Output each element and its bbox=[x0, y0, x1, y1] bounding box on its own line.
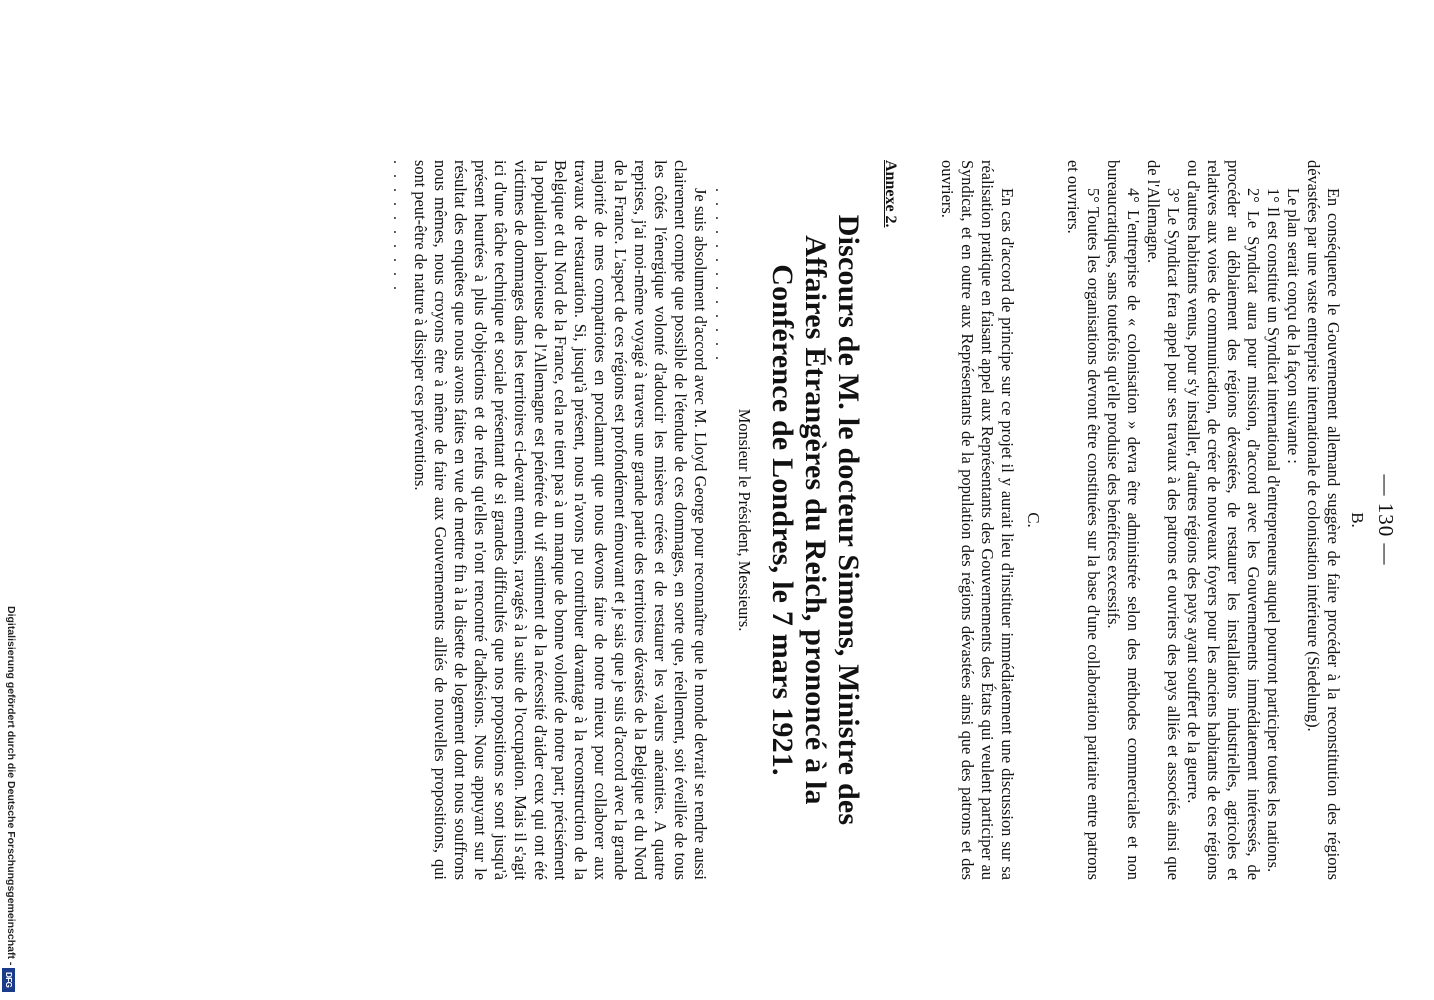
document-page bbox=[214, 0, 1434, 1000]
dfg-logo-icon: DFG bbox=[2, 968, 15, 992]
speech-paragraph: Je suis absolument d'accord avec M. Lloyd George pour reconnaître que le monde devrait se rendre aussi clairement compte que possible de l'étendue de ces dommages, en sorte que, réellement, soit éveillée de tous les côtés l'énergique volonté d'adoucir les misères créées et de restaurer les valeurs anéanties. A quatre reprises, j'ai moi-même voyagé à travers une grande partie des territoires dévastés de la Belgique et du Nord de la France. L'aspect de ces régions est profondément émouvant et je sais que je suis d'accord avec la grande majorité de mes compatriotes en proclamant que nous devons faire de notre mieux pour collaborer aux travaux de restauration. Si, jusqu'à présent, nous n'avons pu contribuer davantage à la reconstruction de la Belgique et du Nord de la France, cela ne tient pas à un manque de bonne volonté de notre part; précisément la population laborieuse de l'Allemagne est pénétrée du vif sentiment de la nécessité d'aider ceux qui ont été victimes de dommages dans les territoires ci-devant ennemis, ravagés à la suite de l'occupation. Mais il s'agit ici d'une tâche technique et sociale présentant de si grandes difficultés que nos propositions se sont jusqu'à présent heurtées à plus d'objections et de refus qu'elles n'ont rencontré d'adhésions. Nous appuyant sur le résultat des enquêtes que nous avons faites en vue de mettre fin à la disette de logement dont nous souffrons nous mêmes, nous croyons être à même de faire aux Gouvernements alliés de nouvelles propositions, qui sont peut-être de nature à dissiper ces préventions. bbox=[411, 160, 710, 880]
digitization-credit bbox=[3, 606, 19, 991]
section-b-heading: B. bbox=[1348, 512, 1367, 528]
trailing-dots: . . . . . . . . . . bbox=[390, 160, 407, 293]
digitization-credit-text: Digitalisierung gefördert durch die Deutsche Forschungsgemeinschaft - bbox=[5, 606, 17, 966]
salutation: Monsieur le Président, Messieurs. bbox=[735, 408, 754, 632]
section-c-heading: C. bbox=[1024, 512, 1043, 528]
annexe-title: Discours de M. le docteur Simons, Ministre des Affaires Étrangères du Reich, prononcé à la Conférence de Londres, le 7 mars 1921. bbox=[766, 214, 865, 826]
leading-dots: . . . . . . . . . . . . . bbox=[712, 188, 729, 363]
section-b-paragraph: 2° Le Syndicat aura pour mission, d'accord avec les Gouvernements immédiatement intéressés, de procéder au déblaiement des régions dévastées, de restaurer les installations industrielles, agricoles et relatives aux voies de communication, de créer de nouveaux foyers pour les anciens habitants de ces régions ou d'autres habitants venus, pour s'y installer, d'autres régions des pays ayant souffert de la guerre. bbox=[1184, 160, 1263, 880]
annexe-label bbox=[881, 160, 899, 880]
section-b-paragraph: 4° L'entreprise de « colonisation » devra être administrée selon des méthodes commerciales et non bureaucratiques, sans toutefois qu'elle produise des bénéfices excessifs. bbox=[1104, 160, 1143, 880]
section-b-paragraph: 5° Toutes les organisations devront être constituées sur la base d'une collaboration paritaire entre patrons et ouvriers. bbox=[1064, 160, 1103, 880]
section-c-paragraph: En cas d'accord de principe sur ce projet il y aurait lieu d'instituer immédiatement une discussion sur sa réalisation pratique en faisant appel aux Représentants des Gouvernements des États qui veulent participer au Syndicat, et en outre aux Représentants de la population des régions dévastées ainsi que des patrons et des ouvriers. bbox=[938, 160, 1017, 880]
section-b-paragraph: 3° Le Syndicat fera appel pour ses travaux à des patrons et ouvriers des pays alliés et associés ainsi que de l'Allemagne. bbox=[1144, 160, 1183, 880]
annexe-label-text: Annexe 2. bbox=[882, 160, 899, 228]
page-text-column bbox=[388, 160, 1398, 880]
section-b-paragraph: 1° Il est constitué un Syndicat international d'entrepreneurs auquel pourront participer toutes les nations. bbox=[1264, 188, 1283, 873]
section-b-paragraph: En conséquence le Gouvernement allemand suggère de faire procéder à la reconstitution des régions dévastées par une vaste entreprise internationale de colonisation intérieure (Siedelung). bbox=[1304, 160, 1343, 880]
page-number: — 130 — bbox=[1374, 474, 1398, 566]
section-b-paragraph: Le plan serait conçu de la façon suivante : bbox=[1284, 188, 1303, 464]
